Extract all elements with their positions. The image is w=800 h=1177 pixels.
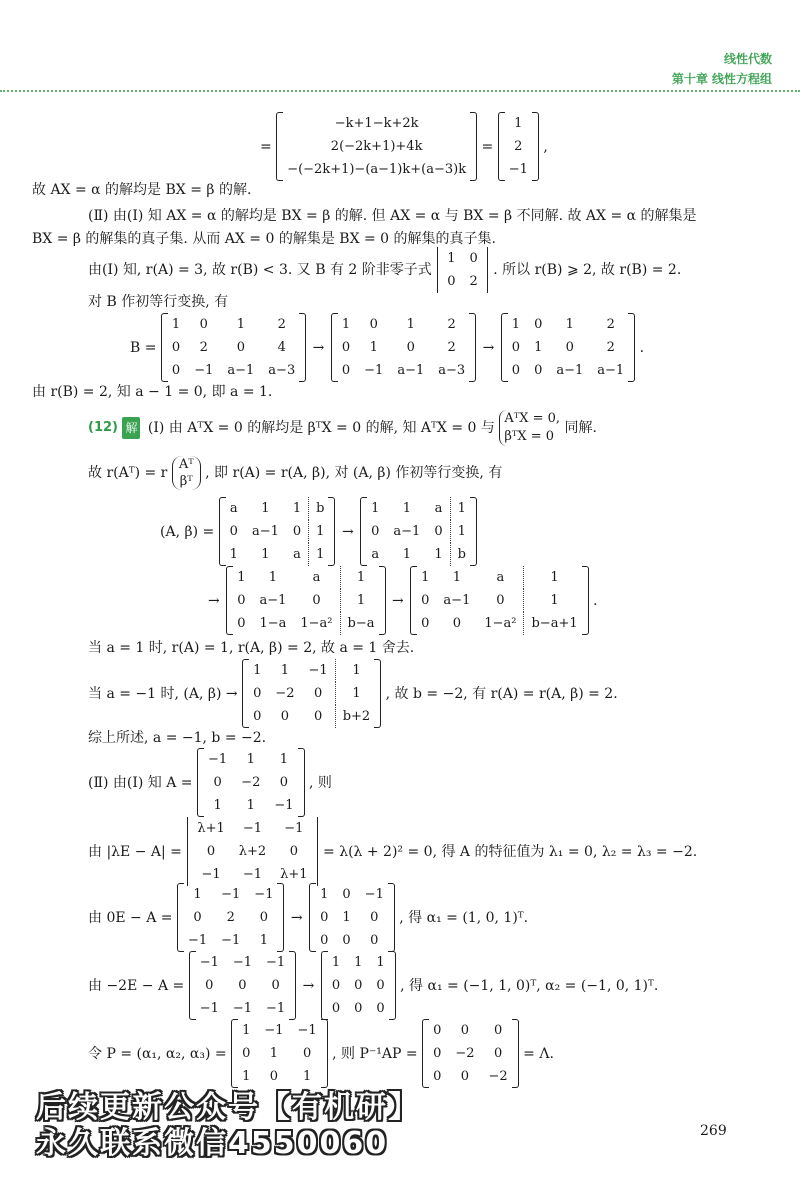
matrix-cell: 1−a² (484, 616, 517, 631)
matrix-cell: 0 (534, 363, 543, 378)
matrix-cell: 0 (369, 317, 378, 332)
matrix-cell: 0 (511, 363, 521, 378)
matrix-cell: 0 (206, 844, 216, 859)
matrix-augmented-2 (360, 497, 477, 566)
matrix-cell: λ+2 (238, 844, 267, 859)
matrix-cell: 1 (371, 501, 380, 516)
matrix-cell: 2 (447, 317, 456, 332)
matrix-cell: 1 (534, 340, 543, 355)
header-divider (0, 90, 800, 92)
matrix-cell: −1 (208, 752, 228, 767)
matrix-cell: 2 (514, 139, 523, 154)
matrix-cell: 0 (302, 1046, 312, 1061)
matrix-minus2e-a (189, 951, 297, 1020)
matrix-cell: 2 (606, 317, 615, 332)
matrix-cell: 1 (524, 566, 585, 589)
matrix-cell: 1 (450, 520, 473, 543)
matrix-cell: −1 (364, 887, 384, 902)
matrix-cell: a−1 (397, 363, 425, 378)
matrix-cell: −1 (187, 933, 208, 948)
matrix-cell: b−a+1 (524, 612, 585, 635)
matrix-cell: 0 (320, 933, 329, 948)
matrix-cell: 0 (354, 978, 363, 993)
matrix-minus2e-reduced (321, 951, 396, 1020)
matrix-cell: 1 (236, 317, 245, 332)
watermark-line-1: 后续更新公众号【有机研】 (36, 1090, 420, 1125)
matrix-cell: 2 (469, 274, 478, 289)
matrix-cell: 1 (335, 659, 377, 682)
matrix-cell: 0 (370, 910, 379, 925)
eq-rank-b: 由(Ⅰ) 知, r(A) = 3, 故 r(B) < 3. 又 B 有 2 阶非零子式 1 0 0 2 . 所以 r(B) ⩾ 2, 故 r(B) = 2. (88, 247, 681, 293)
matrix-cell: −(−2k+1)−(a−1)k+(a−3)k (287, 162, 467, 177)
eq-eigen-minus2: 由 −2E − A = −1 −1 −1 0 0 0 −1 −1 −1 → 1 1 1 0 0 0 0 0 0 , 得 α₁ = (−1, 1, 0)ᵀ, α₂ = (−1, 0, 1)ᵀ. (88, 951, 658, 1020)
matrix-cell: 0 (238, 978, 247, 993)
text-line: 对 B 作初等行变换, 有 (88, 294, 229, 310)
matrix-cell: 0 (433, 1069, 442, 1084)
matrix-cell: 1 (320, 887, 329, 902)
matrix-cell: 1 (406, 317, 415, 332)
text-line: BX = β 的解集的真子集. 从而 AX = 0 的解集是 BX = 0 的解集的真子集. (32, 231, 496, 247)
matrix-cell: 0 (370, 933, 379, 948)
matrix-cell: −1 (201, 867, 221, 882)
matrix-cell: 0 (354, 1001, 363, 1016)
text-line: 由 r(B) = 2, 知 a − 1 = 0, 即 a = 1. (32, 384, 273, 400)
matrix-cell: 1 (171, 317, 181, 332)
matrix-cell: −1 (221, 887, 241, 902)
eq-characteristic: 由 |λE − A| = λ+1 −1 −1 0 λ+2 0 −1 −1 λ+1 = λ(λ + 2)² = 0, 得 A 的特征值为 λ₁ = 0, λ₂ = λ₃ = −2. (88, 817, 697, 886)
page-number: 269 (700, 1123, 727, 1139)
matrix-cell: 1−a² (300, 616, 333, 631)
equation-system: AᵀX = 0, βᵀX = 0 (499, 410, 560, 446)
matrix-cell: −1 (242, 821, 263, 836)
matrix-augmented-1 (219, 497, 336, 566)
eq-top: = −k+1−k+2k 2(−2k+1)+4k −(−2k+1)−(a−1)k+(a−3)k = 1 2 −1 , (260, 112, 548, 181)
matrix-top (276, 112, 477, 181)
matrix-cell: 0 (253, 709, 262, 724)
matrix-cell: 1 (342, 910, 351, 925)
matrix-cell: 1 (259, 933, 269, 948)
matrix-cell: 0 (565, 340, 574, 355)
matrix-cell: 0 (320, 910, 329, 925)
matrix-cell: a−1 (251, 524, 279, 539)
matrix-cell: 1 (302, 1069, 312, 1084)
matrix-cell: 0 (511, 340, 521, 355)
matrix-cell: 0 (279, 775, 289, 790)
matrix-cell: −1 (221, 933, 241, 948)
matrix-b-2 (331, 313, 476, 382)
matrix-cell: 1 (292, 501, 302, 516)
matrix-cell: −1 (199, 955, 219, 970)
matrix-cell: a (312, 570, 321, 585)
matrix-cell: 1 (229, 547, 238, 562)
eq-matrix-a: (Ⅱ) 由(Ⅰ) 知 A = −1 1 1 0 −2 0 1 1 −1 , 则 (88, 748, 332, 817)
matrix-p (231, 1019, 328, 1088)
matrix-cell: 1 (269, 1046, 279, 1061)
matrix-cell: 1 (511, 317, 521, 332)
matrix-cell: 1 (268, 570, 278, 585)
matrix-cell: −2 (488, 1069, 508, 1084)
matrix-cell: 0 (341, 363, 351, 378)
matrix-cell: 0 (236, 340, 245, 355)
matrix-cell: 1 (402, 501, 411, 516)
matrix-cell: −k+1−k+2k (334, 116, 419, 131)
matrix-cell: 1 (524, 589, 585, 612)
matrix-cell: 0 (289, 844, 299, 859)
matrix-a (197, 748, 305, 817)
matrix-cell: 0 (342, 933, 351, 948)
matrix-cell: 0 (406, 340, 415, 355)
stacked-vector: Aᵀ βᵀ (172, 456, 201, 490)
matrix-cell: 1 (246, 798, 255, 813)
arrow-icon: → (312, 339, 325, 356)
matrix-cell: 0 (460, 1069, 470, 1084)
matrix-cell: 2 (199, 340, 208, 355)
arrow-icon: → (482, 339, 495, 356)
matrix-cell: 1 (376, 955, 385, 970)
matrix-cell: −1 (264, 1023, 284, 1038)
matrix-cell: b−a (340, 612, 381, 635)
matrix-cell: 1 (565, 317, 574, 332)
matrix-cell: 1 (279, 752, 289, 767)
problem-number: (12) (88, 420, 118, 435)
matrix-cell: a−1 (259, 593, 287, 608)
matrix-cell: 0 (452, 616, 462, 631)
matrix-cell: 0 (493, 1023, 503, 1038)
matrix-cell: 2 (226, 910, 235, 925)
matrix-cell: a (434, 501, 443, 516)
matrix-cell: −1 (308, 663, 328, 678)
arrow-icon: → (290, 909, 303, 926)
matrix-cell: 1 (369, 340, 378, 355)
matrix-cell: 1 (341, 317, 351, 332)
eq-eigen-0: 由 0E − A = 1 −1 −1 0 2 0 −1 −1 1 → 1 0 −1 0 1 0 0 0 0 , 得 α₁ = (1, 0, 1)ᵀ. (88, 883, 528, 952)
matrix-cell: b (309, 497, 332, 520)
matrix-cell: a (229, 501, 238, 516)
matrix-b-3 (501, 313, 635, 382)
matrix-cell: −1 (266, 1001, 286, 1016)
matrix-cell: 1 (309, 520, 332, 543)
matrix-cell: 0 (205, 978, 214, 993)
matrix-cell: a−1 (393, 524, 421, 539)
matrix-cell: 4 (277, 340, 286, 355)
eq-augmented-2: → 1 1 a 1 0 a−1 0 1 0 1−a 1−a² b−a → 1 1 a 1 0 a−1 0 1 0 0 1−a² b−a+1 . (206, 566, 598, 635)
matrix-cell: 0 (496, 593, 505, 608)
matrix-cell: −1 (364, 363, 384, 378)
matrix-cell: 1 (261, 501, 270, 516)
matrix-cell: 0 (469, 251, 478, 266)
matrix-cell: 1 (253, 663, 262, 678)
matrix-cell: 1 (242, 1023, 251, 1038)
matrix-cell: b (450, 543, 473, 566)
matrix-lambda (422, 1019, 519, 1088)
text-line: (Ⅱ) 由(Ⅰ) 知 AX = α 的解均是 BX = β 的解. 但 AX = α 与 BX = β 不同解. 故 AX = α 的解集是 (88, 208, 697, 224)
matrix-cell: a (293, 547, 301, 562)
matrix-cell: 1 (340, 589, 381, 612)
eq-rank-stack: 故 r(Aᵀ) = r Aᵀ βᵀ , 即 r(A) = r(A, β), 对 (A, β) 作初等行变换, 有 (88, 457, 503, 489)
matrix-cell: 2 (277, 317, 286, 332)
eq-case-a-minus-1: 当 a = −1 时, (A, β) → 1 1 −1 1 0 −2 0 1 0 0 0 b+2 , 故 b = −2, 有 r(A) = r(A, β) = 2. (88, 659, 618, 728)
matrix-cell: 0 (292, 524, 302, 539)
matrix-cell: 1 (434, 547, 443, 562)
matrix-cell: a−3 (438, 363, 466, 378)
matrix-cell: 1 (309, 543, 332, 566)
matrix-cell: 0 (421, 616, 430, 631)
matrix-cell: 0 (253, 686, 262, 701)
matrix-cell: 0 (433, 1046, 442, 1061)
matrix-cell: 1 (261, 547, 270, 562)
eq-b-transform: B = 1 0 1 2 0 2 0 4 0 −1 a−1 a−3 → 1 0 1 2 0 1 0 2 0 −1 a−1 a−3 → 1 0 1 2 0 1 0 2 0 0 a−1 a−1 . (130, 313, 644, 382)
eq-diagonalization: 令 P = (α₁, α₂, α₃) = 1 −1 −1 0 1 0 1 0 1 , 则 P⁻¹AP = 0 0 0 0 −2 0 0 0 −2 = Λ. (88, 1019, 554, 1088)
solution-badge: 解 (122, 417, 140, 439)
text-line: 当 a = 1 时, r(A) = 1, r(A, β) = 2, 故 a = 1 舍去. (88, 640, 415, 656)
matrix-cell: 0 (213, 775, 222, 790)
matrix-cell: −1 (232, 1001, 253, 1016)
matrix-cell: 0 (269, 1069, 279, 1084)
matrix-cell: 1 (335, 682, 377, 705)
matrix-cell: 1 (514, 116, 523, 131)
header-book-title: 线性代数 (723, 52, 772, 66)
matrix-cell: 0 (341, 340, 351, 355)
matrix-cell: 0 (171, 340, 181, 355)
matrix-cell: −1 (284, 821, 304, 836)
matrix-cell: 1 (447, 251, 456, 266)
matrix-cell: 1−a (259, 616, 287, 631)
matrix-cell: −1 (274, 798, 294, 813)
matrix-cell: 0 (433, 1023, 442, 1038)
matrix-cell: 0 (313, 709, 323, 724)
arrow-icon: → (208, 592, 220, 609)
matrix-cell: 0 (331, 1001, 341, 1016)
matrix-cell: −1 (297, 1023, 317, 1038)
matrix-cell: 1 (237, 570, 246, 585)
matrix-cell: a−1 (556, 363, 584, 378)
matrix-cell: 0 (493, 1046, 503, 1061)
matrix-cell: 0 (242, 1046, 251, 1061)
matrix-cell: a−1 (443, 593, 471, 608)
matrix-cell: 0 (271, 978, 280, 993)
matrix-cell: 1 (246, 752, 255, 767)
matrix-cell: 0 (460, 1023, 470, 1038)
text-line: 故 AX = α 的解均是 BX = β 的解. (32, 182, 252, 198)
arrow-icon: → (341, 523, 354, 540)
header-chapter-title: 第十章 线性方程组 (671, 72, 772, 86)
matrix-augmented-3 (226, 566, 385, 635)
matrix-cell: 0 (199, 317, 208, 332)
matrix-cell: a−1 (227, 363, 255, 378)
matrix-cell: 0 (259, 910, 269, 925)
characteristic-determinant (186, 817, 318, 886)
matrix-cell: a−3 (268, 363, 296, 378)
matrix-cell: 1 (193, 887, 202, 902)
minor-determinant (436, 247, 489, 293)
matrix-cell: 0 (237, 616, 246, 631)
matrix-0e-a (177, 883, 285, 952)
matrix-cell: −1 (266, 955, 286, 970)
matrix-cell: λ+1 (280, 867, 308, 882)
arrow-icon: → (391, 592, 404, 609)
matrix-cell: −2 (275, 686, 295, 701)
eq-augmented-1: (A, β) = a 1 1 b 0 a−1 0 1 1 1 a 1 → 1 1 a 1 0 a−1 0 1 a 1 1 b (160, 497, 477, 566)
matrix-augmented-4 (410, 566, 588, 635)
matrix-cell: a−1 (597, 363, 625, 378)
matrix-cell: 0 (312, 593, 321, 608)
matrix-cell: 0 (237, 593, 246, 608)
matrix-cell: 1 (280, 663, 290, 678)
text-line: 综上所述, a = −1, b = −2. (88, 730, 267, 746)
matrix-cell: 1 (452, 570, 462, 585)
matrix-cell: −1 (232, 955, 253, 970)
matrix-cell: λ+1 (197, 821, 225, 836)
matrix-cell: −1 (508, 162, 528, 177)
matrix-cell: 0 (371, 524, 380, 539)
matrix-cell: 1 (450, 497, 473, 520)
matrix-cell: 2 (606, 340, 615, 355)
matrix-cell: b+2 (335, 705, 377, 728)
matrix-cell: −2 (455, 1046, 475, 1061)
arrow-icon: → (302, 977, 315, 994)
matrix-cell: 0 (376, 978, 385, 993)
matrix-cell: 0 (280, 709, 290, 724)
matrix-cell: 0 (342, 887, 351, 902)
matrix-b-1 (161, 313, 306, 382)
matrix-cell: −1 (242, 867, 263, 882)
matrix-cell: 0 (171, 363, 181, 378)
matrix-cell: 1 (354, 955, 363, 970)
matrix-cell: 0 (434, 524, 443, 539)
matrix-cell: 1 (340, 566, 381, 589)
matrix-cell: 0 (534, 317, 543, 332)
matrix-cell: −1 (254, 887, 274, 902)
watermark-line-2: 永久联系微信4550060 (36, 1126, 389, 1161)
matrix-cell: −1 (199, 1001, 219, 1016)
matrix-cell: 1 (421, 570, 430, 585)
matrix-cell: 0 (313, 686, 323, 701)
matrix-case (242, 659, 381, 728)
matrix-top-result (498, 112, 539, 181)
matrix-0e-reduced (309, 883, 395, 952)
matrix-cell: 0 (331, 978, 341, 993)
matrix-cell: 0 (376, 1001, 385, 1016)
matrix-cell: 0 (229, 524, 238, 539)
matrix-cell: 2(−2k+1)+4k (330, 139, 423, 154)
matrix-cell: 1 (402, 547, 411, 562)
matrix-cell: −2 (241, 775, 261, 790)
problem-12-start: (12) 解 (Ⅰ) 由 AᵀX = 0 的解均是 βᵀX = 0 的解, 知 AᵀX = 0 与 AᵀX = 0, βᵀX = 0 同解. (88, 411, 597, 444)
matrix-cell: 0 (193, 910, 202, 925)
matrix-cell: a (496, 570, 505, 585)
matrix-cell: 1 (331, 955, 341, 970)
matrix-cell: 1 (242, 1069, 251, 1084)
matrix-cell: −1 (194, 363, 214, 378)
matrix-cell: 0 (421, 593, 430, 608)
matrix-cell: 1 (213, 798, 222, 813)
matrix-cell: a (371, 547, 380, 562)
matrix-cell: 2 (447, 340, 456, 355)
matrix-cell: 0 (447, 274, 456, 289)
